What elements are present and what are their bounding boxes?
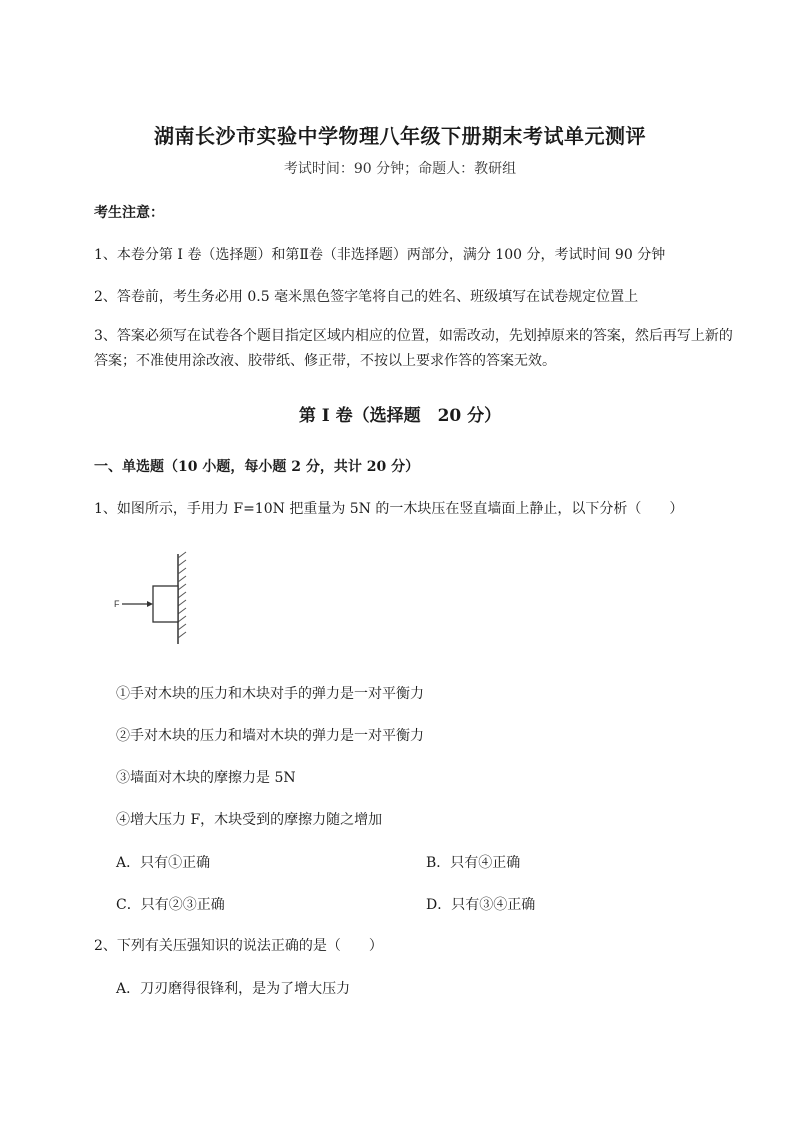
wood-block <box>153 586 178 622</box>
page-subtitle: 考试时间：90 分钟；命题人：教研组 <box>283 161 517 177</box>
notice-item-3: 3、答案必须写在试卷各个题目指定区域内相应的位置，如需改动，先划掉原来的答案，然后再写上新的答案；不准使用涂改液、胶带纸、修正带，不按以上要求作答的答案无效。 <box>94 328 733 369</box>
option-b: B．只有④正确 <box>426 855 521 871</box>
part-heading: 一、单选题（10 小题，每小题 2 分，共计 20 分） <box>94 459 420 475</box>
option-a: A．只有①正确 <box>116 855 211 871</box>
question-1-stem: 1、如图所示，手用力 F=10N 把重量为 5N 的一木块压在竖直墙面上静止，以下分析（ ） <box>94 501 684 517</box>
page-title: 湖南长沙市实验中学物理八年级下册期末考试单元测评 <box>154 124 646 148</box>
statement-3: ③墙面对木块的摩擦力是 5N <box>116 770 296 786</box>
force-label: F <box>114 599 120 609</box>
question-2-stem: 2、下列有关压强知识的说法正确的是（ ） <box>94 938 383 954</box>
force-diagram <box>110 548 200 648</box>
notice-item-1: 1、本卷分第 I 卷（选择题）和第Ⅱ卷（非选择题）两部分，满分 100 分，考试时间 90 分钟 <box>94 247 666 263</box>
statement-2: ②手对木块的压力和墙对木块的弹力是一对平衡力 <box>116 728 424 744</box>
notice-heading: 考生注意： <box>94 205 164 221</box>
option-c: C．只有②③正确 <box>116 897 225 913</box>
section-title: 第 I 卷（选择题 20 分） <box>298 406 502 426</box>
question-2-option-a: A．刀刃磨得很锋利，是为了增大压力 <box>116 981 351 997</box>
force-arrowhead <box>147 601 153 607</box>
notice-item-2: 2、答卷前，考生务必用 0.5 毫米黑色签字笔将自己的姓名、班级填写在试卷规定位置上 <box>94 289 639 305</box>
option-d: D．只有③④正确 <box>426 897 536 913</box>
statement-4: ④增大压力 F，木块受到的摩擦力随之增加 <box>116 812 383 828</box>
wall-hatching <box>178 552 186 638</box>
statement-1: ①手对木块的压力和木块对手的弹力是一对平衡力 <box>116 686 424 702</box>
